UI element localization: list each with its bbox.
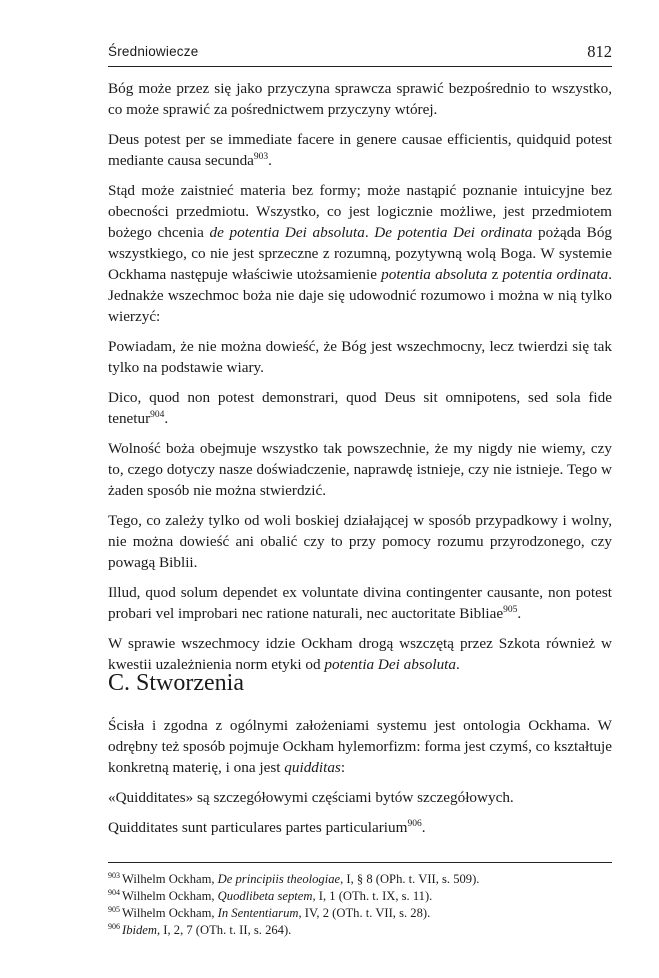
footnote-title: Ibidem: [122, 923, 157, 937]
quote-text: Dico, quod non potest demonstrari, quod Deus sit omnipotens, sed sola fide tenetur: [108, 389, 612, 427]
italic-term: de potentia Dei absoluta: [209, 224, 365, 241]
italic-term: quidditas: [284, 759, 341, 776]
paragraph-1: [108, 78, 612, 120]
quote-latin-2: [108, 582, 612, 624]
quote-text: Quidditates sunt particulares partes particularium: [108, 819, 408, 836]
paragraph-punct: .: [268, 152, 272, 169]
footnote-author: Wilhelm Ockham,: [122, 906, 218, 920]
italic-term: potentia absoluta: [381, 266, 488, 283]
quote-polish-3: [108, 787, 612, 808]
page-number: 812: [587, 42, 612, 61]
paragraph-text: W sprawie wszechmocy idzie Ockham drogą wszczętą przez Szkota również w kwestii uzależnienia norm etyki od: [108, 635, 612, 673]
section-intro: [108, 715, 612, 778]
italic-term: De potentia Dei ordinata: [374, 224, 533, 241]
paragraph-3: [0, 180, 612, 327]
paragraph-punct: .: [517, 605, 522, 622]
footnote-ref-905[interactable]: 905: [503, 604, 518, 615]
footnote-905: [108, 905, 612, 922]
paragraph-5: [108, 633, 612, 675]
paragraph-text: Deus potest per se immediate facere in genere causae efficientis, quidquid potest mediante causa secunda: [108, 131, 612, 169]
quote-text: «Quidditates» są szczegółowymi częściami bytów szczegółowych.: [108, 789, 514, 806]
italic-term: potentia Dei absoluta: [324, 656, 456, 673]
paragraph-text: Bóg może przez się jako przyczyna sprawcza sprawić bezpośrednio to wszystko, co może sprawić za pośrednictwem przyczyny wtórej.: [108, 80, 612, 118]
quote-text: Illud, quod solum dependet ex voluntate divina contingenter causante, non potest probari vel improbari nec ratione naturali, nec auctoritate Bibliae: [108, 584, 612, 622]
italic-term: potentia ordinata: [502, 266, 609, 283]
section-heading: C. Stworzenia: [108, 670, 244, 696]
quote-polish-1: [108, 336, 612, 378]
quote-text: Tego, co zależy tylko od woli boskiej działającej w sposób przypadkowy i wolny, nie można dowieść ani obalić czy to przy pomocy rozumu przyrodzonego, czy powagą Biblii.: [108, 512, 612, 571]
footnote-906: [108, 922, 612, 939]
paragraph-punct: .: [164, 410, 169, 427]
footnotes: [108, 862, 612, 939]
paragraph-text: Wolność boża obejmuje wszystko tak powszechnie, że my nigdy nie wiemy, czy to, czego dotyczy nasze doświadczenie, naprawdę istnieje, czy nie istnieje. Tego w żaden sposób nie można stwierdzić.: [108, 440, 612, 499]
paragraph-4: [108, 438, 612, 501]
paragraph-text: .: [364, 224, 375, 241]
footnote-ref-906[interactable]: 906: [407, 818, 422, 829]
footnote-ref: , IV, 2 (OTh. t. VII, s. 28).: [298, 906, 431, 920]
footnote-ref: , I, 2, 7 (OTh. t. II, s. 264).: [156, 923, 292, 937]
paragraph-punct: :: [340, 759, 346, 776]
footnote-ref-903[interactable]: 903: [253, 151, 269, 162]
footnote-rule: [108, 862, 612, 863]
paragraph-text: Ścisła i zgodna z ogólnymi założeniami systemu jest ontologia Ockhama. W odrębny też sposób pojmuje Ockham hylemorfizm: forma jest czymś, co kształtuje konkretną materię, i ona jest: [108, 717, 613, 776]
quote-text: Powiadam, że nie można dowieść, że Bóg jest wszechmocny, lecz twierdzi się tak tylko na podstawie wiary.: [108, 338, 612, 376]
paragraph-text: pożąda Bóg wszystkiego, co nie jest sprzeczne z rozumną, pozytywną wolą Boga. W systemie Ockhama następuje właściwie utożsamienie: [108, 224, 613, 283]
paragraph-text: . Jednakże wszechmoc boża nie daje się udowodnić rozumowo i można w nią tylko wierzyć:: [108, 266, 613, 325]
footnote-903: [108, 871, 612, 888]
footnote-author: Wilhelm Ockham,: [122, 889, 218, 903]
footnote-ref: , I, 1 (OTh. t. IX, s. 11).: [312, 889, 433, 903]
footnote-ref-904[interactable]: 904: [150, 409, 165, 420]
footnote-904: [108, 888, 612, 905]
footnote-number: 906: [108, 921, 120, 931]
footnote-number: 903: [108, 870, 120, 880]
running-header: [108, 42, 612, 67]
quote-polish-2: [108, 510, 612, 573]
quote-latin-1: [108, 387, 612, 429]
paragraph-punct: .: [421, 819, 426, 836]
paragraph-2-latin: [108, 129, 612, 171]
footnote-author: Wilhelm Ockham,: [122, 872, 218, 886]
paragraph-text: Stąd może zaistnieć materia bez formy; może nastąpić poznanie intuicyjne bez obecności przedmiotu. Wszystko, co jest logicznie możliwe, jest przedmiotem bożego chcenia: [108, 182, 612, 241]
footnote-title: In Sententiarum: [217, 906, 299, 920]
section-text: [108, 715, 612, 838]
paragraph-text: z: [487, 266, 503, 283]
footnote-number: 905: [108, 904, 120, 914]
paragraph-punct: .: [455, 656, 460, 673]
footnote-number: 904: [108, 887, 120, 897]
footnote-ref: , I, § 8 (OPh. t. VII, s. 509).: [340, 872, 480, 886]
footnote-title: De principiis theologiae: [217, 872, 341, 886]
quote-latin-3: [108, 817, 612, 838]
main-text: [108, 78, 612, 675]
footnote-title: Quodlibeta septem: [217, 889, 313, 903]
running-title: Średniowiecze: [108, 44, 199, 59]
